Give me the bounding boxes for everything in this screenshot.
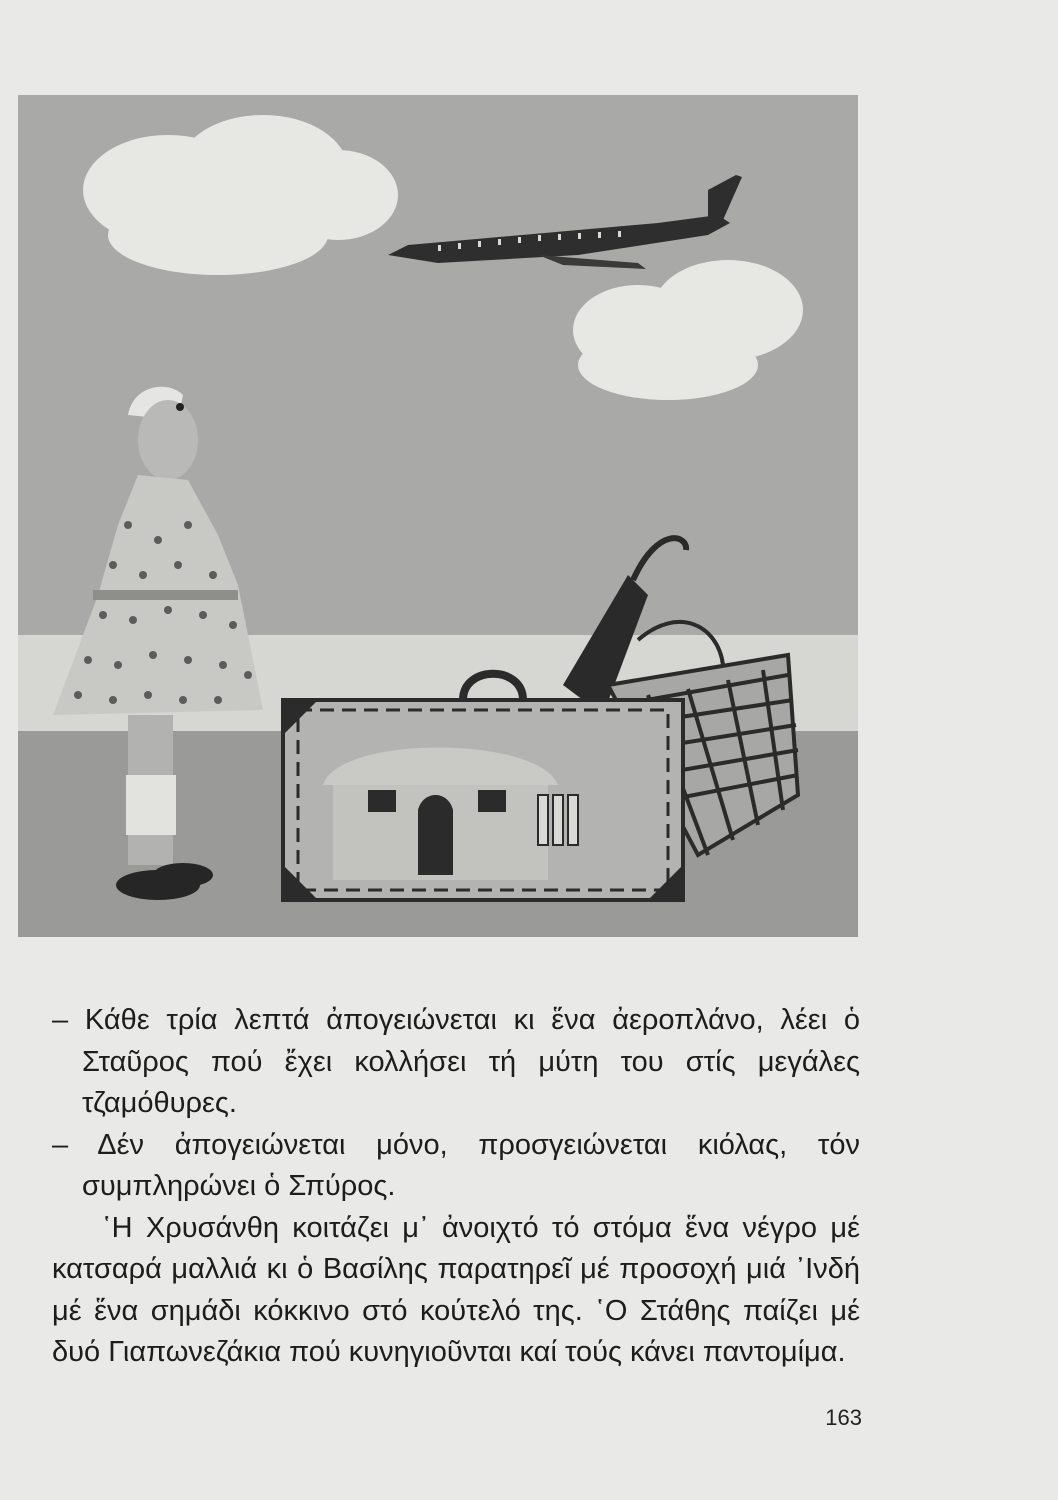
story-text xyxy=(52,1000,860,1374)
paragraph-dialogue-2: – Δέν ἀπογειώνεται μόνο, προσγειώνεται κιόλας, τόν συμπληρώνει ὁ Σπύρος. xyxy=(52,1128,860,1202)
illustration-drawing xyxy=(18,95,858,937)
illustration xyxy=(18,95,858,937)
suitcase xyxy=(283,674,683,900)
page-number: 163 xyxy=(825,1405,862,1430)
paragraph-narration: ῾Η Χρυσάνθη κοιτάζει μ᾿ ἀνοιχτό τό στόμα ἕνα νέγρο μέ κατσαρά μαλλιά κι ὁ Βασίλης παρατηρεῖ μέ προσοχή μιά ᾿Ινδή μέ ἕνα σημάδι κόκκινο στό κούτελό της. ῾Ο Στάθης παίζει μέ δυό Γιαπωνεζάκια πού κυνηγιοῦνται καί τούς κάνει παντομίμα. xyxy=(52,1211,860,1368)
paragraph-dialogue-1: – Κάθε τρία λεπτά ἀπογειώνεται κι ἕνα ἀεροπλάνο, λέει ὁ Σταῦρος πού ἔχει κολλήσει τή μύτη του στίς μεγάλες τζαμόθυρες. xyxy=(52,1004,860,1119)
